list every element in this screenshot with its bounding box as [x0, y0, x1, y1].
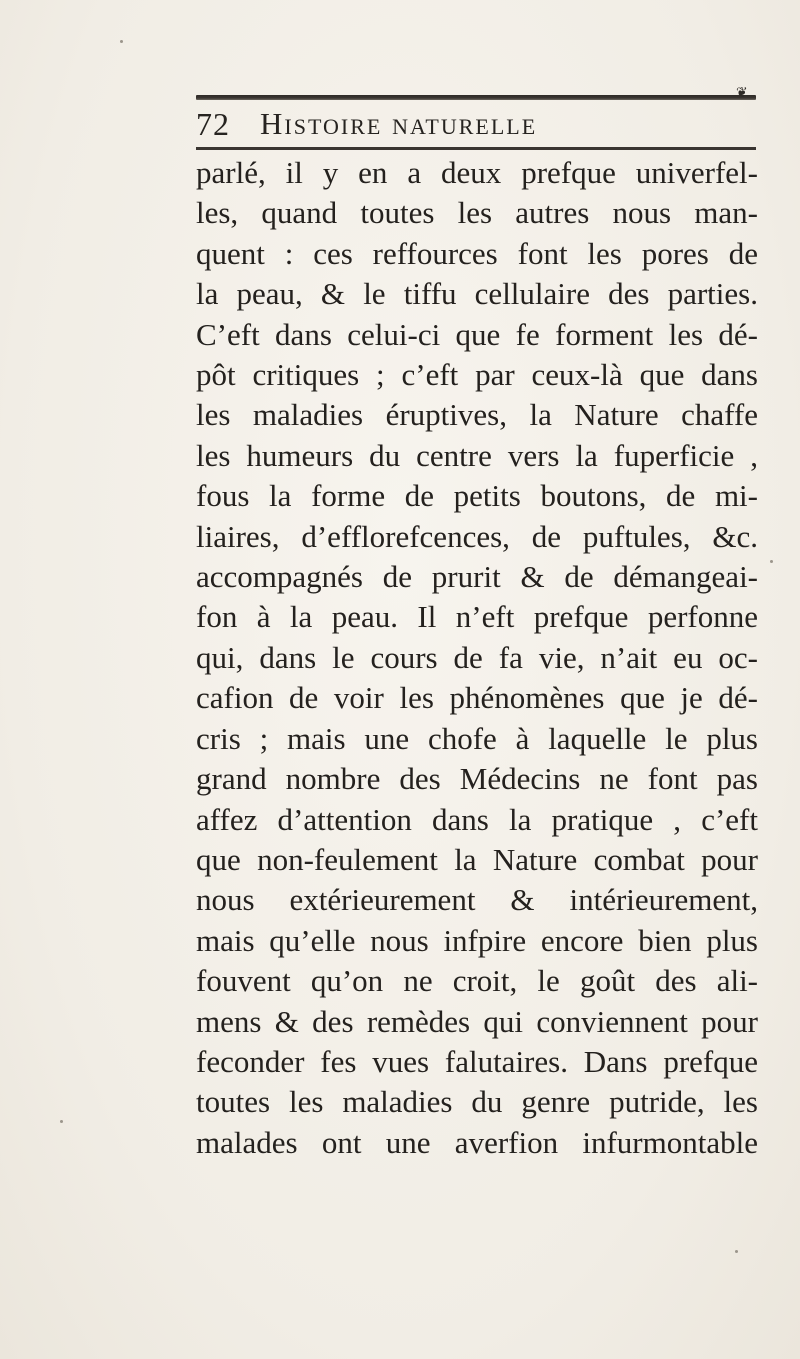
- text-line: malades ont une averfion infurmontable: [196, 1124, 758, 1160]
- paper-speck: [60, 1120, 63, 1123]
- text-line: la peau, & le tiffu cellulaire des parties.: [196, 276, 758, 312]
- text-line: affez d’attention dans la pratique , c’eft: [196, 801, 758, 837]
- top-rule: [196, 95, 756, 100]
- text-line: mais qu’elle nous infpire encore bien plus: [196, 922, 758, 958]
- text-line: mens & des remèdes qui conviennent pour: [196, 1003, 758, 1039]
- text-line: nous extérieurement & intérieurement,: [196, 882, 758, 918]
- paper-speck: [735, 1250, 738, 1253]
- text-line: quent : ces reffources font les pores de: [196, 235, 758, 271]
- text-line: parlé, il y en a deux prefque univerfel-: [196, 155, 758, 190]
- text-line: toutes les maladies du genre putride, les: [196, 1084, 758, 1120]
- text-line: feconder fes vues falutaires. Dans prefque: [196, 1043, 758, 1079]
- page-header: [196, 102, 756, 146]
- body-text: [196, 153, 758, 1163]
- text-line: fous la forme de petits boutons, de mi-: [196, 478, 758, 514]
- paper-speck: [120, 40, 123, 43]
- text-line: cafion de voir les phénomènes que je dé-: [196, 680, 758, 716]
- text-line: les humeurs du centre vers la fuperficie ,: [196, 437, 758, 473]
- text-line: liaires, d’efflorefcences, de puftules, &c.: [196, 518, 758, 554]
- text-line: cris ; mais une chofe à laquelle le plus: [196, 720, 758, 756]
- text-line: les, quand toutes les autres nous man-: [196, 195, 758, 231]
- text-line: grand nombre des Médecins ne font pas: [196, 761, 758, 797]
- text-line: accompagnés de prurit & de démangeai-: [196, 559, 758, 595]
- text-line: les maladies éruptives, la Nature chaffe: [196, 397, 758, 433]
- text-line: pôt critiques ; c’eft par ceux-là que dans: [196, 357, 758, 393]
- text-line: que non-feulement la Nature combat pour: [196, 841, 758, 877]
- text-line: qui, dans le cours de fa vie, n’ait eu oc-: [196, 639, 758, 675]
- text-line: fouvent qu’on ne croit, le goût des ali-: [196, 963, 758, 999]
- text-line: C’eft dans celui-ci que fe forment les dé-: [196, 316, 758, 352]
- rule-ornament-icon: ❦: [736, 85, 748, 101]
- header-rule: [196, 147, 756, 150]
- text-line: fon à la peau. Il n’eft prefque perfonne: [196, 599, 758, 635]
- paper-speck: [770, 560, 773, 563]
- running-head: Histoire naturelle: [260, 106, 538, 141]
- page-number: 72: [196, 106, 230, 142]
